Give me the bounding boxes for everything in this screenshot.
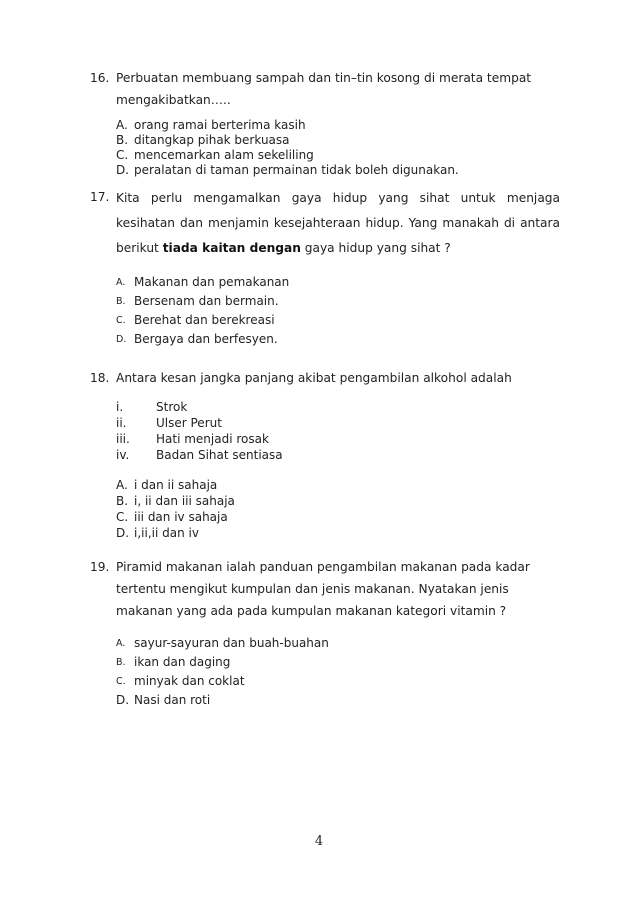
question-text-line: mengakibatkan…..: [116, 93, 231, 107]
option-b: B. ikan dan daging: [116, 655, 231, 669]
question-text-line: Perbuatan membuang sampah dan tin–tin kosong di merata tempat: [116, 71, 532, 85]
question-number: 18.: [90, 371, 110, 385]
statement-iv: iv. Badan Sihat sentiasa: [116, 448, 283, 462]
statement-iii: iii. Hati menjadi rosak: [116, 432, 269, 446]
question-stem: [90, 67, 560, 111]
option-a: A. sayur-sayuran dan buah-buahan: [116, 636, 329, 650]
question-18: [90, 367, 560, 541]
emphasis-text: tiada kaitan dengan: [162, 241, 301, 255]
statement-i: i. Strok: [116, 400, 188, 414]
question-text-line: Piramid makanan ialah panduan pengambilan makanan pada kadar: [116, 560, 530, 574]
option-a: A. orang ramai berterima kasih: [116, 118, 306, 132]
question-stem: [90, 556, 560, 622]
question-text-line: makanan yang ada pada kumpulan makanan kategori vitamin ?: [116, 604, 507, 618]
option-c: C. Berehat dan berekreasi: [116, 313, 275, 327]
page-number: 4: [314, 834, 324, 849]
option-a: A. Makanan dan pemakanan: [116, 275, 290, 289]
question-text: Kita perlu mengamalkan gaya hidup yang sihat untuk menjaga kesihatan dan menjamin kesejahteraan hidup. Yang manakah di antara berikut tiada kaitan dengan gaya hidup yang sihat ?: [116, 191, 560, 255]
option-c: C. iii dan iv sahaja: [116, 510, 228, 524]
statement-ii: ii. Ulser Perut: [116, 416, 222, 430]
question-19: [90, 556, 560, 710]
option-d: D. peralatan di taman permainan tidak boleh digunakan.: [116, 163, 459, 177]
question-number: 19.: [90, 560, 110, 574]
question-text: Antara kesan jangka panjang akibat pengambilan alkohol adalah: [116, 371, 512, 385]
option-d: D. i,ii,ii dan iv: [116, 526, 199, 540]
option-a: A. i dan ii sahaja: [116, 478, 218, 492]
question-stem: [90, 367, 560, 389]
question-17: [90, 186, 560, 349]
question-16: [90, 67, 560, 178]
option-b: B. i, ii dan iii sahaja: [116, 494, 235, 508]
option-c: C. mencemarkan alam sekeliling: [116, 148, 314, 162]
option-d: D. Bergaya dan berfesyen.: [116, 332, 278, 346]
question-stem: [90, 186, 560, 261]
option-b: B. Bersenam dan bermain.: [116, 294, 279, 308]
option-d: D. Nasi dan roti: [116, 693, 211, 707]
option-c: C. minyak dan coklat: [116, 674, 245, 688]
question-number: 16.: [90, 71, 110, 85]
question-number: 17.: [90, 190, 110, 204]
question-text-line: tertentu mengikut kumpulan dan jenis makanan. Nyatakan jenis: [116, 582, 509, 596]
option-b: B. ditangkap pihak berkuasa: [116, 133, 290, 147]
